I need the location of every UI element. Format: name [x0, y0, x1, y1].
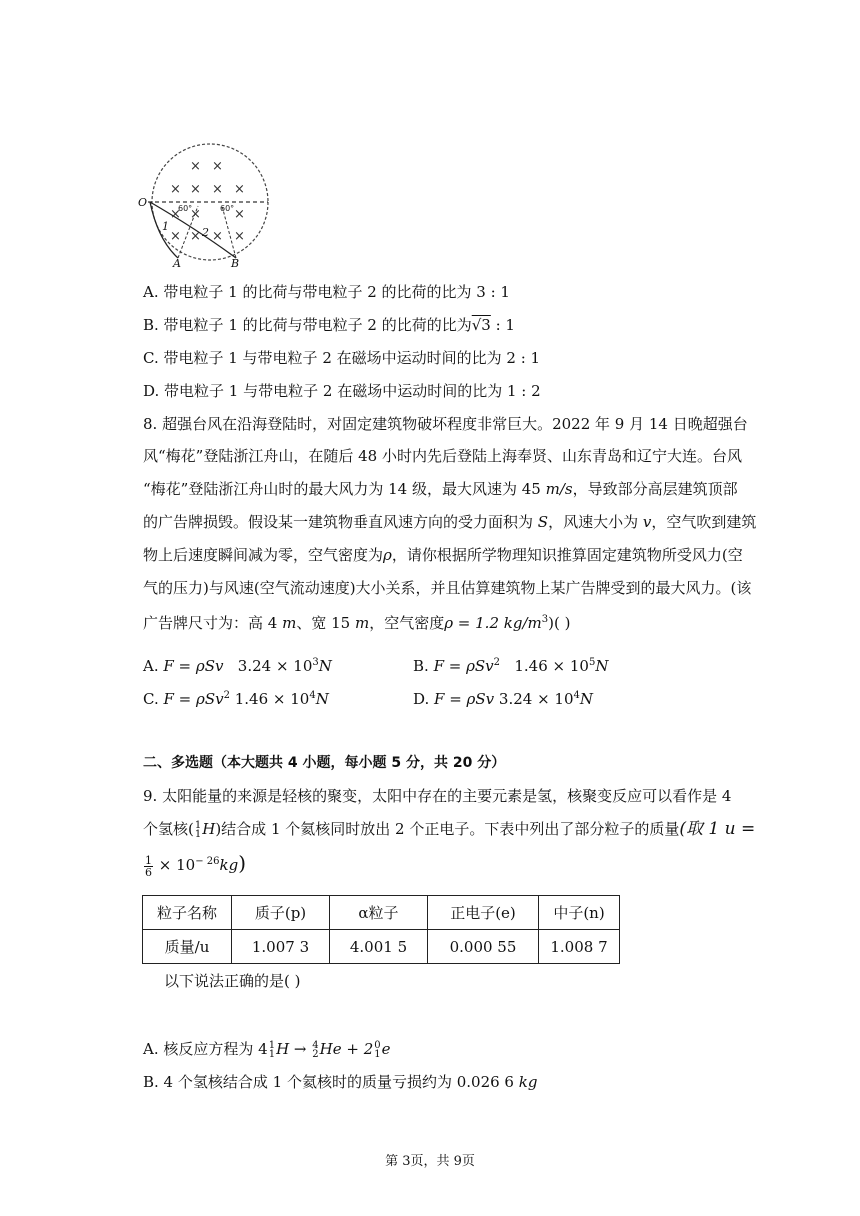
label-path-2: 2 [202, 226, 209, 239]
q8-option-b [413, 652, 608, 677]
q8-option-c-exp: 4 [309, 690, 316, 701]
q8-line-7-end: )( ) [548, 614, 571, 632]
q8-option-d-val: 3.24 × 10 [498, 690, 574, 708]
q8-line-3-end: ，导致部分高层建筑顶部 [572, 480, 738, 498]
table-header-cell: 质子(p) [232, 896, 330, 930]
label-angle-2: 60° [220, 204, 235, 213]
q7-option-b [143, 314, 515, 336]
q9-a-h-nuclide [269, 1041, 275, 1059]
q8-line-4-mid: ，风速大小为 [548, 513, 643, 531]
q7-option-a: A. 带电粒子 1 的比荷与带电粒子 2 的比荷的比为 3 : 1 [143, 283, 510, 301]
q8-option-a [143, 652, 332, 677]
q9-hydrogen-nuclide [195, 821, 201, 839]
label-angle-1: 60° [178, 204, 193, 213]
q8-option-d [413, 685, 593, 710]
q9-option-a-text: A. 核反应方程为 4 [143, 1040, 268, 1058]
q8-line-3-unit: m/s [545, 480, 573, 498]
q8-line-7-mid2: ，空气密度 [369, 614, 445, 632]
q8-option-c-eqexp: 2 [223, 690, 230, 701]
q8-option-c-eq: F = ρSv [163, 690, 224, 708]
field-cross: × [212, 159, 223, 174]
table-cell: 1.008 7 [539, 930, 620, 964]
q8-line-7-text: 广告牌尺寸为：高 4 [143, 614, 283, 632]
table-header-cell: 中子(n) [539, 896, 620, 930]
magnetic-field-figure [138, 140, 270, 268]
q7-option-d: D. 带电粒子 1 与带电粒子 2 在磁场中运动时间的比为 1 : 2 [143, 382, 541, 400]
q8-line-7-m1: m [282, 614, 297, 632]
section-title-multiple-choice: 二、多选题（本大题共 4 小题，每小题 5 分，共 20 分） [143, 755, 506, 771]
q9-a-he-nuclide [312, 1041, 318, 1059]
table-cell: 4.001 5 [330, 930, 428, 964]
q9-prompt: 以下说法正确的是( ) [164, 972, 301, 990]
field-cross: × [212, 182, 223, 197]
q8-line-4-end: ，空气吹到建筑 [651, 513, 757, 531]
page-footer: 第 3页，共 9页 [385, 1154, 475, 1169]
label-a: A [173, 257, 181, 268]
field-cross: × [190, 207, 201, 222]
label-b: B [231, 257, 240, 268]
field-cross: × [234, 182, 245, 197]
table-row [143, 930, 620, 964]
q9-a-e-nuclide [374, 1041, 380, 1059]
field-cross: × [190, 159, 201, 174]
q8-option-d-unit: N [579, 690, 593, 708]
q7-option-c: C. 带电粒子 1 与带电粒子 2 在磁场中运动时间的比为 2 : 1 [143, 349, 541, 367]
q9-a-h-symbol: H → [276, 1040, 312, 1058]
q8-option-b-eqexp: 2 [493, 657, 501, 668]
q9-a-e-symbol: e [381, 1040, 391, 1058]
q8-line-5-text: 物上后速度瞬间减为零，空气密度为 [143, 546, 384, 564]
q8-option-b-exp: 5 [588, 657, 596, 668]
q8-line-7-exp: 3 [541, 614, 549, 625]
field-cross: × [170, 207, 181, 222]
q8-option-a-label: A. [143, 657, 164, 675]
q9-a-he-symbol: He + 2 [319, 1040, 374, 1058]
q8-option-b-unit: N [595, 657, 609, 675]
q9-h-mass: 1 [194, 820, 202, 831]
q9-line-2-end: )结合成 1 个氦核同时放出 2 个正电子。下表中列出了部分粒子的质量 [215, 820, 680, 838]
q9-line-3-close: ) [238, 851, 247, 875]
field-cross: × [170, 182, 181, 197]
field-cross: × [212, 229, 223, 244]
q9-h-symbol: H [202, 820, 216, 838]
field-cross: × [234, 207, 245, 222]
q7-option-b-ratio: : 1 [490, 316, 515, 334]
q8-option-b-label: B. [413, 657, 434, 675]
q9-line-2-paren: (取 1 u = [679, 819, 756, 839]
q9-line-2 [143, 818, 755, 840]
table-header-row [143, 896, 620, 930]
q8-line-5-rho: ρ [383, 546, 392, 564]
q7-option-b-sqrt: √3 [471, 316, 491, 334]
q9-fraction-num: 1 [145, 853, 152, 867]
q8-line-6: 气的压力)与风速(空气流动速度)大小关系，并且估算建筑物上某广告牌受到的最大风力。(该 [143, 579, 752, 597]
q8-option-c-val: 1.46 × 10 [234, 690, 310, 708]
q8-option-a-exp: 3 [312, 657, 319, 668]
q8-line-3 [143, 478, 738, 500]
q9-a-e-mass: 0 [374, 1040, 381, 1051]
q8-line-2: 风“梅花”登陆浙江舟山，在随后 48 小时内先后登陆上海奉贤、山东青岛和辽宁大连。台风 [143, 447, 742, 465]
q9-a-e-charge: 1 [374, 1049, 381, 1060]
q9-option-b [143, 1071, 537, 1093]
q8-line-5 [143, 544, 743, 566]
q8-line-5-end: ，请你根据所学物理知识推算固定建筑物所受风力(空 [391, 546, 743, 564]
q8-line-4-v: v [642, 513, 652, 531]
q8-line-4-text: 的广告牌损毁。假设某一建筑物垂直风速方向的受力面积为 [143, 513, 538, 531]
q9-a-he-charge: 2 [312, 1049, 319, 1060]
q8-option-b-val: 1.46 × 10 [514, 657, 589, 675]
q8-option-d-exp: 4 [573, 690, 580, 701]
q8-line-7-rho: ρ = 1.2 kg/m [444, 614, 542, 632]
field-cross: × [190, 182, 201, 197]
q9-option-b-unit: kg [518, 1073, 538, 1091]
q8-line-7-mid: 、宽 15 [296, 614, 355, 632]
q9-fraction-den: 6 [145, 865, 152, 879]
q8-option-d-eq: F = ρSv [434, 690, 495, 708]
q8-option-a-unit: N [318, 657, 332, 675]
field-cross: × [170, 229, 181, 244]
q9-option-a [143, 1038, 391, 1060]
q9-fraction [144, 855, 153, 878]
q9-option-b-text: B. 4 个氢核结合成 1 个氦核时的质量亏损约为 0.026 6 [143, 1073, 519, 1091]
q8-option-d-label: D. [413, 690, 435, 708]
q8-option-a-eq: F = ρSv [163, 657, 224, 675]
q8-option-c-label: C. [143, 690, 164, 708]
particle-mass-table [142, 895, 620, 964]
label-origin: O [138, 196, 148, 209]
q8-line-4 [143, 511, 756, 533]
q8-line-3-text: “梅花”登陆浙江舟山时的最大风力为 14 级，最大风速为 45 [143, 480, 546, 498]
q9-a-h-charge: 1 [268, 1049, 276, 1060]
q8-line-7-m2: m [354, 614, 370, 632]
q8-option-b-eq: F = ρSv [433, 657, 494, 675]
q9-line-3-rest: × 10 [158, 856, 196, 874]
label-path-1: 1 [162, 220, 169, 233]
table-header-cell: 粒子名称 [143, 896, 232, 930]
field-cross: × [234, 229, 245, 244]
q8-option-a-val: 3.24 × 10 [237, 657, 313, 675]
q8-option-c [143, 685, 329, 710]
q8-option-c-unit: N [315, 690, 329, 708]
q8-line-7 [143, 609, 570, 634]
q9-line-3-unit: kg [219, 856, 239, 874]
q9-line-2-text: 个氢核( [143, 820, 194, 838]
table-cell: 0.000 55 [428, 930, 539, 964]
table-cell: 1.007 3 [232, 930, 330, 964]
q9-h-charge: 1 [194, 829, 202, 840]
q9-a-h-mass: 1 [268, 1040, 276, 1051]
q9-line-3 [143, 851, 246, 878]
q8-line-1: 8. 超强台风在沿海登陆时，对固定建筑物破坏程度非常巨大。2022 年 9 月 14 日晚超强台 [143, 415, 748, 433]
q9-line-3-exp: − 26 [195, 856, 220, 867]
q7-option-b-text: B. 带电粒子 1 的比荷与带电粒子 2 的比荷的比为 [143, 316, 472, 334]
table-cell: 质量/u [143, 930, 232, 964]
table-header-cell: 正电子(e) [428, 896, 539, 930]
table-header-cell: α粒子 [330, 896, 428, 930]
q9-a-he-mass: 4 [312, 1040, 319, 1051]
q9-line-1: 9. 太阳能量的来源是轻核的聚变，太阳中存在的主要元素是氢，核聚变反应可以看作是 4 [143, 787, 732, 805]
q8-line-4-s: S [537, 513, 549, 531]
field-cross: × [190, 229, 201, 244]
